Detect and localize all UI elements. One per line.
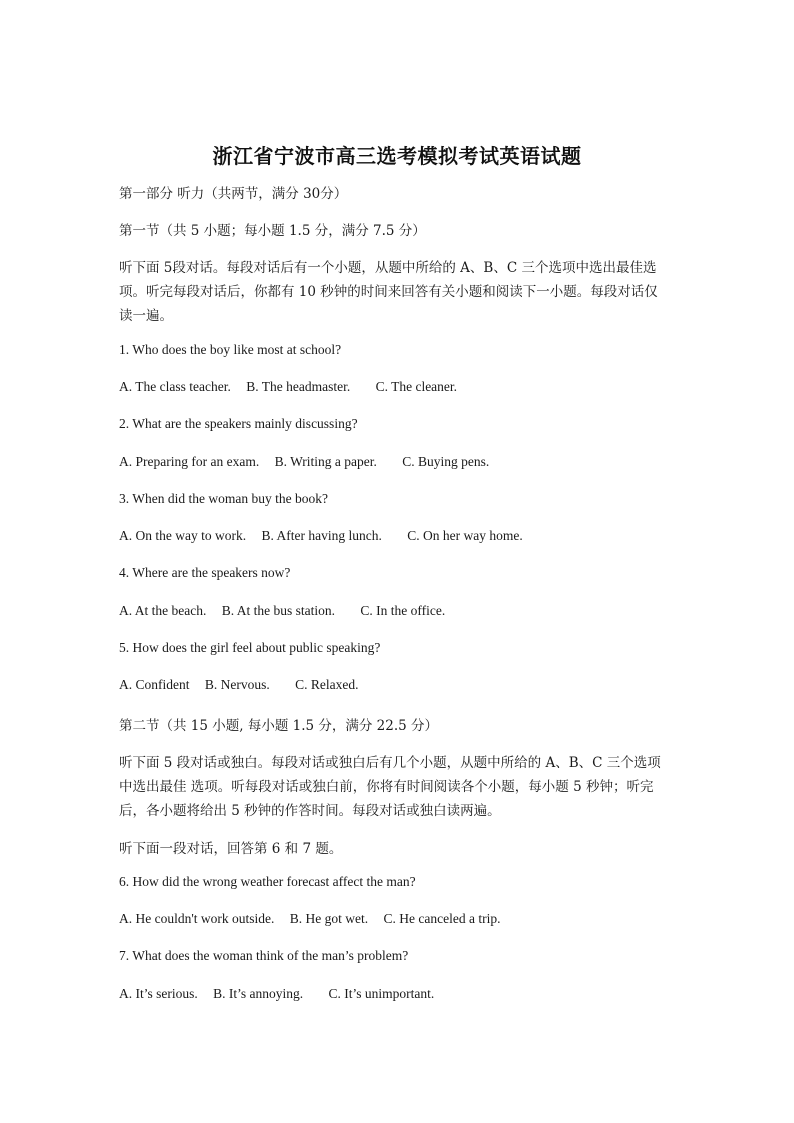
question-7-options: [119, 986, 679, 1002]
option-b: B. The headmaster.: [246, 379, 351, 394]
option-b: B. Writing a paper.: [274, 454, 377, 469]
question-4: 4. Where are the speakers now?: [119, 565, 291, 580]
option-c: C. He canceled a trip.: [383, 911, 501, 926]
part1-heading: 第一部分 听力（共两节，满分 30分）: [119, 186, 348, 202]
option-a: A. Confident: [119, 677, 190, 692]
option-c: C. In the office.: [360, 603, 446, 618]
question-6: 6. How did the wrong weather forecast affect the man?: [119, 874, 416, 889]
option-a: A. Preparing for an exam.: [119, 454, 260, 469]
option-a: A. He couldn't work outside.: [119, 911, 275, 926]
option-a: A. At the beach.: [119, 603, 207, 618]
question-7: 7. What does the woman think of the man’s problem?: [119, 948, 409, 963]
option-b: B. Nervous.: [204, 677, 270, 692]
section2-sub-instruction: 听下面一段对话，回答第 6 和 7 题。: [119, 841, 343, 857]
section1-instruction-line: 听下面 5段对话。每段对话后有一个小题，从题中所给的 A、B、C 三个选项中选出最佳选: [119, 260, 657, 276]
option-b: B. After having lunch.: [261, 528, 382, 543]
option-c: C. Buying pens.: [402, 454, 490, 469]
section2-instruction-line: 后，各小题将给出 5 秒钟的作答时间。每段对话或独白读两遍。: [119, 803, 501, 819]
option-b: B. It’s annoying.: [213, 986, 304, 1001]
question-5-options: [119, 677, 679, 693]
section1-instruction-line: 项。听完每段对话后，你都有 10 秒钟的时间来回答有关小题和阅读下一小题。每段对话仅: [119, 284, 658, 300]
question-5: 5. How does the girl feel about public speaking?: [119, 640, 381, 655]
section2-heading: 第二节（共 15 小题, 每小题 1.5 分，满分 22.5 分）: [119, 718, 439, 734]
option-a: A. It’s serious.: [119, 986, 198, 1001]
question-1: 1. Who does the boy like most at school?: [119, 342, 342, 357]
question-6-options: [119, 911, 679, 927]
section2-instruction-line: 中选出最佳 选项。听每段对话或独白前，你将有时间阅读各个小题，每小题 5 秒钟；听完: [119, 779, 654, 795]
question-1-options: [119, 379, 679, 395]
section1-heading: 第一节（共 5 小题；每小题 1.5 分，满分 7.5 分）: [119, 223, 426, 239]
question-3: 3. When did the woman buy the book?: [119, 491, 328, 506]
section2-instruction-line: 听下面 5 段对话或独白。每段对话或独白后有几个小题，从题中所给的 A、B、C 三个选项: [119, 755, 661, 771]
option-c: C. On her way home.: [407, 528, 523, 543]
question-2: 2. What are the speakers mainly discussing?: [119, 416, 358, 431]
option-c: C. It’s unimportant.: [328, 986, 435, 1001]
question-4-options: [119, 603, 679, 619]
option-c: C. The cleaner.: [375, 379, 458, 394]
section1-instruction-line: 读一遍。: [119, 308, 173, 324]
option-a: A. On the way to work.: [119, 528, 247, 543]
question-3-options: [119, 528, 679, 544]
question-2-options: [119, 454, 679, 470]
option-b: B. He got wet.: [289, 911, 369, 926]
page-title: 浙江省宁波市高三选考模拟考试英语试题: [212, 144, 582, 168]
option-c: C. Relaxed.: [295, 677, 359, 692]
option-b: B. At the bus station.: [221, 603, 335, 618]
option-a: A. The class teacher.: [119, 379, 231, 394]
